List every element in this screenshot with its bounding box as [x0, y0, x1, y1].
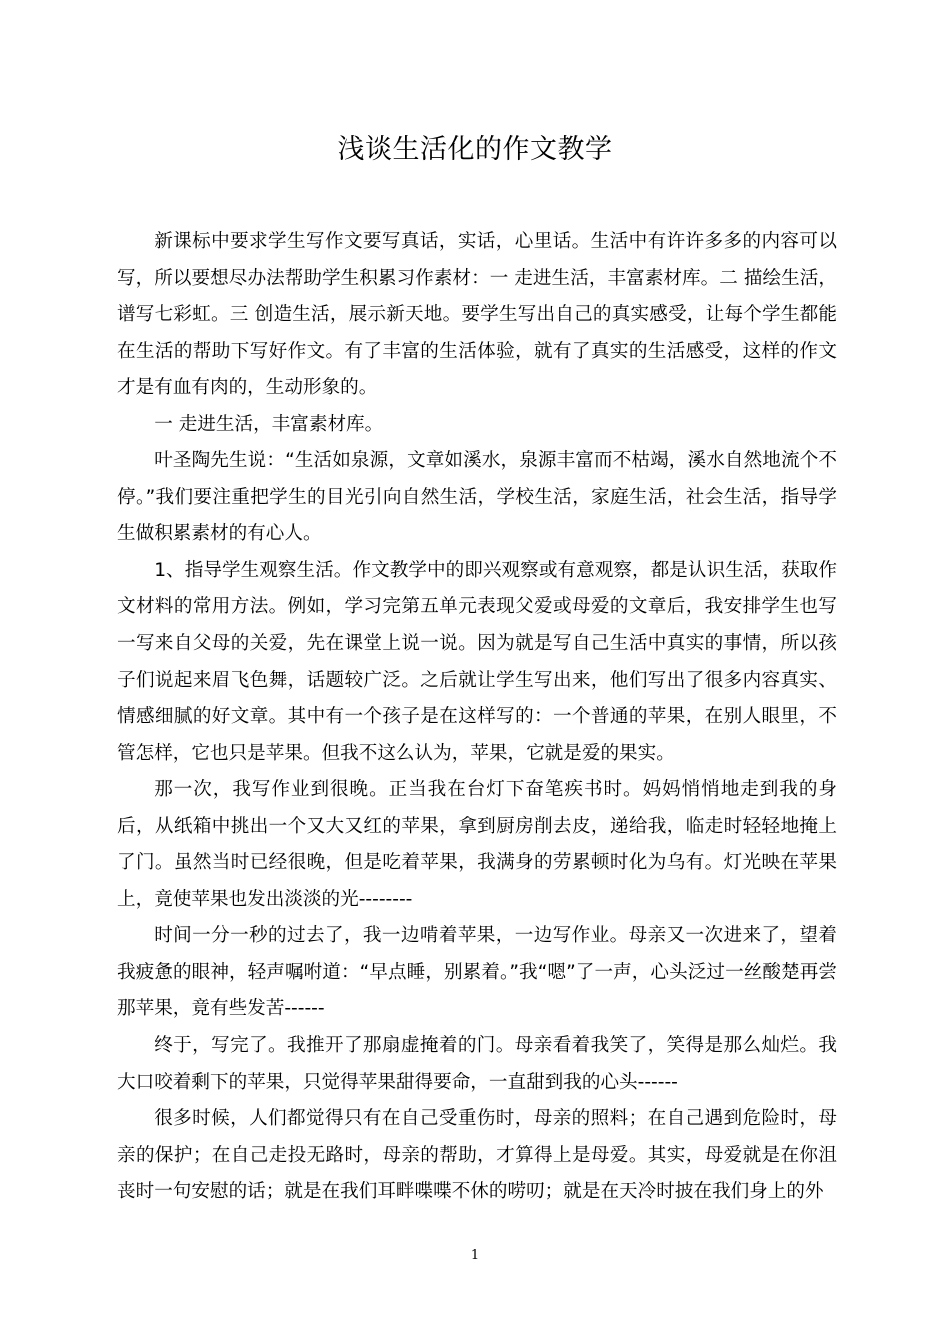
- section-heading-1: 一 走进生活，丰富素材库。: [154, 413, 384, 435]
- paragraph-observe: 1、指导学生观察生活。作文教学中的即兴观察或有意观察，都是认识生活，获取作文材料的常用方法。例如，学习完第五单元表现父爱或母爱的文章后，我安排学生也写一写来自父母的关爱，先在课堂上说一说。因为就是写自己生活中真实的事情，所以孩子们说起来眉飞色舞，话题较广泛。之后就让学生写出来，他们写出了很多内容真实、情感细腻的好文章。其中有一个孩子是在这样写的：一个普通的苹果，在别人眼里，不管怎样，它也只是苹果。但我不这么认为，苹果，它就是爱的果实。: [117, 559, 837, 764]
- paragraph-finally: 终于，写完了。我推开了那扇虚掩着的门。母亲看着我笑了，笑得是那么灿烂。我大口咬着剩下的苹果，只觉得苹果甜得要命，一直甜到我的心头------: [117, 1035, 837, 1093]
- paragraph-time-passes: 时间一分一秒的过去了，我一边啃着苹果，一边写作业。母亲又一次进来了，望着我疲惫的眼神，轻声嘱咐道：“早点睡，别累着。”我“嗯”了一声，心头泛过一丝酸楚再尝那苹果，竟有些发苦------: [117, 925, 837, 1020]
- paragraph-intro: 新课标中要求学生写作文要写真话，实话，心里话。生活中有许许多多的内容可以写，所以要想尽办法帮助学生积累习作素材：一 走进生活，丰富素材库。二 描绘生活，谱写七彩虹。三 创造生活，展示新天地。要学生写出自己的真实感受，让每个学生都能在生活的帮助下写好作文。有了丰富的生活体验，就有了真实的生活感受，这样的作文才是有血有肉的，生动形象的。: [117, 231, 837, 399]
- document-body: [117, 224, 837, 1211]
- paragraph-that-night: 那一次，我写作业到很晚。正当我在台灯下奋笔疾书时。妈妈悄悄地走到我的身后，从纸箱中挑出一个又大又红的苹果，拿到厨房削去皮，递给我，临走时轻轻地掩上了门。虽然当时已经很晚，但是吃着苹果，我满身的劳累顿时化为乌有。灯光映在苹果上，竟使苹果也发出淡淡的光--------: [117, 779, 837, 910]
- page-title: 浅谈生活化的作文教学: [337, 134, 613, 165]
- paragraph-quote: 叶圣陶先生说：“生活如泉源，文章如溪水，泉源丰富而不枯竭，溪水自然地流个不停。”我们要注重把学生的目光引向自然生活，学校生活，家庭生活，社会生活，指导学生做积累素材的有心人。: [117, 450, 837, 545]
- page-number: 1: [470, 1248, 480, 1263]
- paragraph-mothers-love: 很多时候，人们都觉得只有在自己受重伤时，母亲的照料；在自己遇到危险时，母亲的保护；在自己走投无路时，母亲的帮助，才算得上是母爱。其实，母爱就是在你沮丧时一句安慰的话；就是在我们耳畔喋喋不休的唠叨；就是在天冷时披在我们身上的外: [117, 1108, 837, 1203]
